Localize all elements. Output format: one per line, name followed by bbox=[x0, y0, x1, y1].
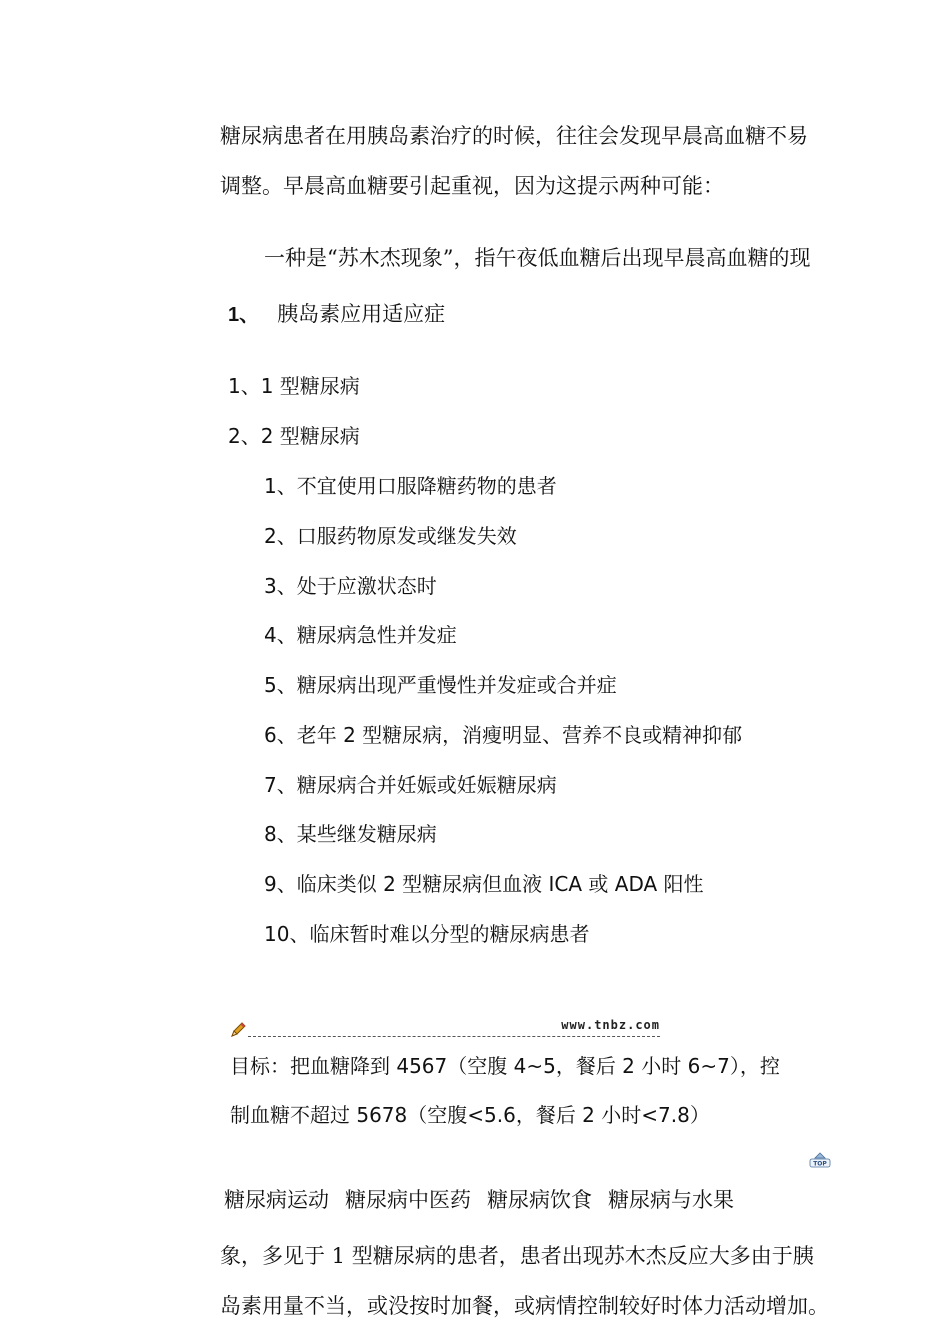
indication-item-2: 2、口服药物原发或继发失效 bbox=[264, 524, 517, 548]
continuation-line-2: 岛素用量不当，或没按时加餐，或病情控制较好时体力活动增加。 bbox=[220, 1294, 829, 1318]
indication-item-5: 5、糖尿病出现严重慢性并发症或合并症 bbox=[264, 673, 617, 697]
link-diabetes-diet[interactable]: 糖尿病饮食 bbox=[487, 1188, 592, 1212]
dashed-divider bbox=[230, 1016, 660, 1042]
pencil-icon bbox=[230, 1022, 246, 1038]
goal-line-1: 目标：把血糖降到 4567（空腹 4~5，餐后 2 小时 6~7），控 bbox=[230, 1054, 780, 1078]
indication-item-4: 4、糖尿病急性并发症 bbox=[264, 623, 457, 647]
back-to-top-label: TOP bbox=[813, 1160, 827, 1168]
dash-line bbox=[248, 1036, 660, 1037]
indication-item-8: 8、某些继发糖尿病 bbox=[264, 822, 437, 846]
section-heading bbox=[228, 300, 445, 331]
link-diabetes-exercise[interactable]: 糖尿病运动 bbox=[224, 1188, 329, 1212]
section-number: 1、 bbox=[228, 304, 260, 326]
indication-item-7: 7、糖尿病合并妊娠或妊娠糖尿病 bbox=[264, 773, 557, 797]
indication-item-10: 10、临床暂时难以分型的糖尿病患者 bbox=[264, 922, 590, 946]
intro-line-3: 一种是“苏木杰现象”，指午夜低血糖后出现早晨高血糖的现 bbox=[264, 246, 811, 270]
link-diabetes-tcm[interactable]: 糖尿病中医药 bbox=[345, 1188, 471, 1212]
indication-item-6: 6、老年 2 型糖尿病，消瘦明显、营养不良或精神抑郁 bbox=[264, 723, 743, 747]
indication-item-3: 3、处于应激状态时 bbox=[264, 574, 437, 598]
link-diabetes-fruit[interactable]: 糖尿病与水果 bbox=[608, 1188, 734, 1212]
intro-line-1: 糖尿病患者在用胰岛素治疗的时候，往往会发现早晨高血糖不易 bbox=[220, 124, 808, 148]
site-watermark: www.tnbz.com bbox=[561, 1018, 660, 1032]
goal-line-2: 制血糖不超过 5678（空腹<5.6，餐后 2 小时<7.8） bbox=[230, 1103, 710, 1127]
indication-item-9: 9、临床类似 2 型糖尿病但血液 ICA 或 ADA 阳性 bbox=[264, 872, 704, 896]
section-title: 胰岛素应用适应症 bbox=[277, 302, 446, 326]
continuation-line-1: 象，多见于 1 型糖尿病的患者，患者出现苏木杰反应大多由于胰 bbox=[220, 1244, 814, 1268]
back-to-top-icon[interactable] bbox=[809, 1152, 831, 1168]
related-links bbox=[224, 1186, 750, 1217]
type-item-2: 2、2 型糖尿病 bbox=[228, 424, 360, 448]
indication-item-1: 1、不宜使用口服降糖药物的患者 bbox=[264, 474, 557, 498]
type-item-1: 1、1 型糖尿病 bbox=[228, 374, 360, 398]
intro-line-2: 调整。早晨高血糖要引起重视，因为这提示两种可能： bbox=[220, 174, 724, 198]
